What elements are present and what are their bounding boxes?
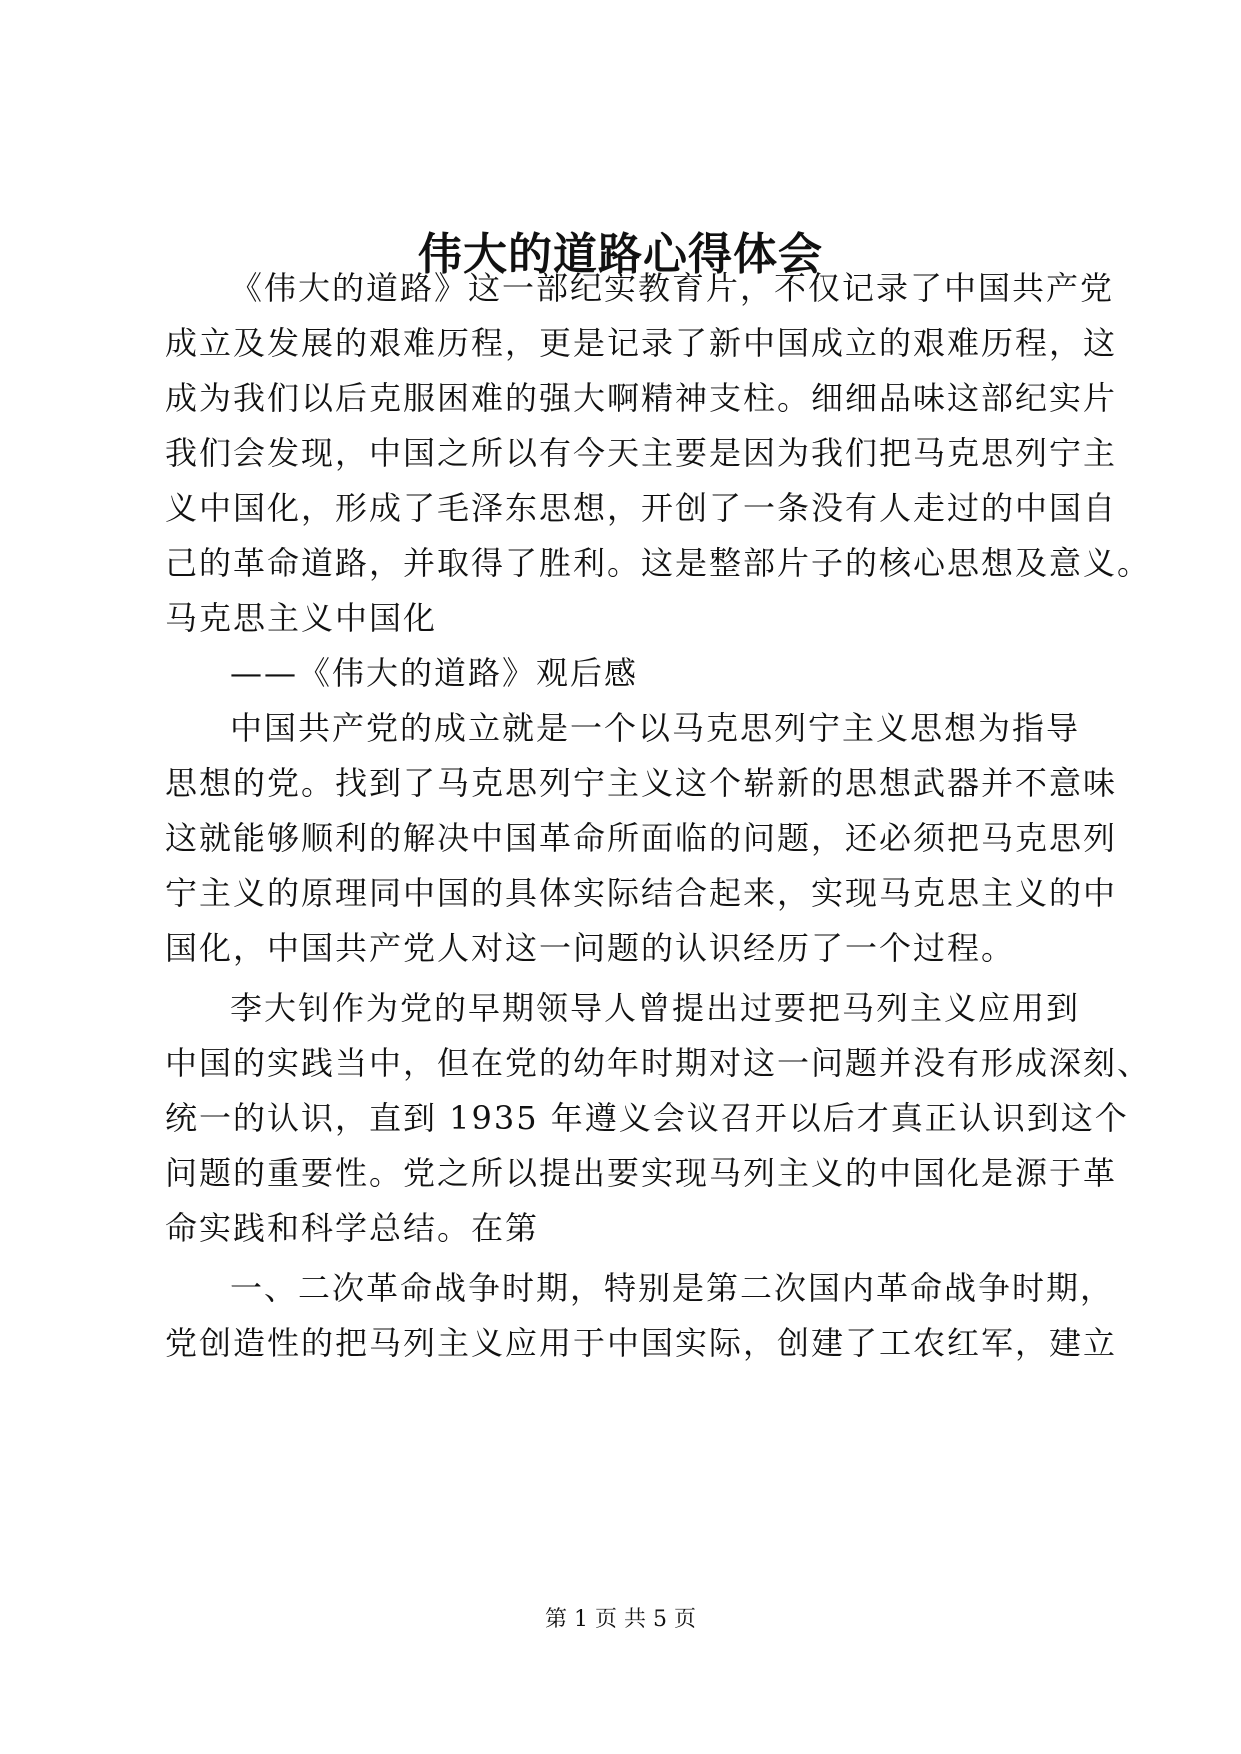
body-line: 国化，中国共产党人对这一问题的认识经历了一个过程。 xyxy=(165,929,1016,967)
body-line: 一、二次革命战争时期，特别是第二次国内革命战争时期， xyxy=(230,1269,1115,1307)
body-line: 这就能够顺利的解决中国革命所面临的问题，还必须把马克思列 xyxy=(165,819,1118,857)
body-line: 成立及发展的艰难历程，更是记录了新中国成立的艰难历程，这 xyxy=(165,324,1118,362)
body-line: 我们会发现，中国之所以有今天主要是因为我们把马克思列宁主 xyxy=(165,434,1118,472)
body-line: 党创造性的把马列主义应用于中国实际，创建了工农红军，建立 xyxy=(165,1324,1118,1362)
page-number: 第 1 页 共 5 页 xyxy=(545,1607,696,1632)
body-line: 命实践和科学总结。在第 xyxy=(165,1209,540,1247)
body-line: 思想的党。找到了马克思列宁主义这个崭新的思想武器并不意味 xyxy=(165,764,1118,802)
body-line: 统一的认识，直到 1935 年遵义会议召开以后才真正认识到这个 xyxy=(165,1099,1129,1137)
body-line: 己的革命道路，并取得了胜利。这是整部片子的核心思想及意义。 xyxy=(165,544,1152,582)
subtitle-line: ——《伟大的道路》观后感 xyxy=(230,654,639,692)
body-line: 李大钊作为党的早期领导人曾提出过要把马列主义应用到 xyxy=(230,989,1081,1027)
body-line: 义中国化，形成了毛泽东思想，开创了一条没有人走过的中国自 xyxy=(165,489,1118,527)
body-line: 马克思主义中国化 xyxy=(165,599,438,637)
body-line: 中国的实践当中，但在党的幼年时期对这一问题并没有形成深刻、 xyxy=(165,1044,1152,1082)
body-line: 宁主义的原理同中国的具体实际结合起来，实现马克思主义的中 xyxy=(165,874,1118,912)
document-title: 伟大的道路心得体会 xyxy=(418,229,823,280)
body-line: 中国共产党的成立就是一个以马克思列宁主义思想为指导 xyxy=(230,709,1081,747)
body-line: 问题的重要性。党之所以提出要实现马列主义的中国化是源于革 xyxy=(165,1154,1118,1192)
body-line: 成为我们以后克服困难的强大啊精神支柱。细细品味这部纪实片 xyxy=(165,379,1118,417)
body-line: 《伟大的道路》这一部纪实教育片，不仅记录了中国共产党 xyxy=(230,269,1115,307)
